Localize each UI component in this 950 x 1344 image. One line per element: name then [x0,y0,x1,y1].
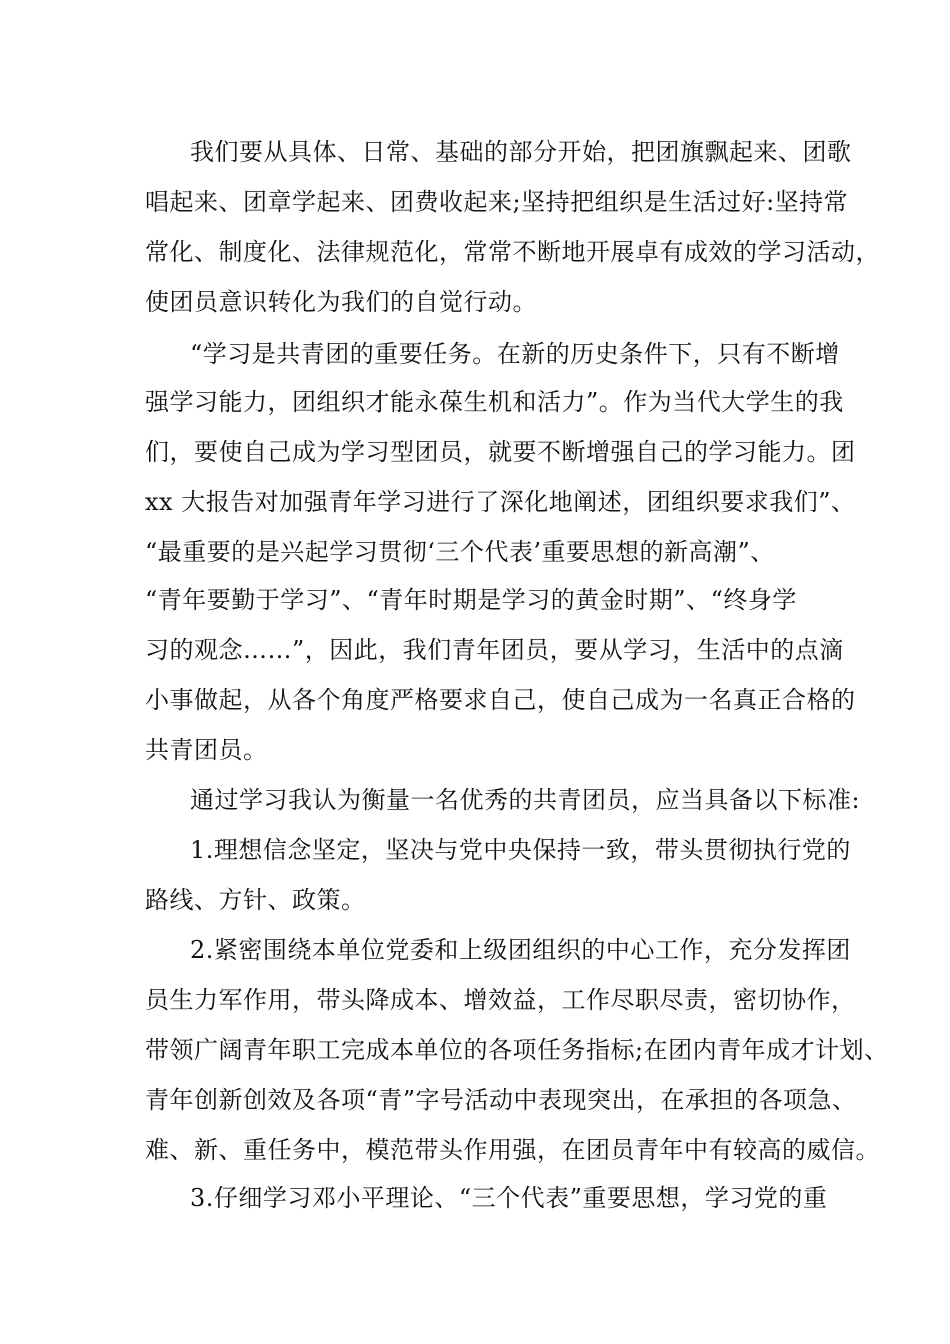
text-line: xx 大报告对加强青年学习进行了深化地阐述，团组织要求我们”、 [145,488,856,516]
text-line: 1.理想信念坚定，坚决与党中央保持一致，带头贯彻执行党的 [190,836,851,864]
text-line: 青年创新创效及各项“青”字号活动中表现突出，在承担的各项急、 [145,1086,857,1114]
text-line: 员生力军作用，带头降成本、增效益，工作尽职尽责，密切协作， [145,986,856,1014]
text-line: 难、新、重任务中，模范带头作用强，在团员青年中有较高的威信。 [145,1136,880,1164]
text-line: 使团员意识转化为我们的自觉行动。 [145,288,537,316]
text-line: 常化、制度化、法律规范化，常常不断地开展卓有成效的学习活动， [145,238,880,266]
text-line: “最重要的是兴起学习贯彻‘三个代表’重要思想的新高潮”、 [145,538,775,566]
text-line: “学习是共青团的重要任务。在新的历史条件下，只有不断增 [190,340,840,368]
text-line: 通过学习我认为衡量一名优秀的共青团员，应当具备以下标准: [190,786,861,814]
text-line: 路线、方针、政策。 [145,886,366,914]
text-line: 习的观念……”，因此，我们青年团员，要从学习，生活中的点滴 [145,636,844,664]
text-line: 们，要使自己成为学习型团员，就要不断增强自己的学习能力。团 [145,438,856,466]
text-line: 我们要从具体、日常、基础的部分开始，把团旗飘起来、团歌 [190,138,852,166]
text-line: 2.紧密围绕本单位党委和上级团组织的中心工作，充分发挥团 [190,936,851,964]
text-line: 唱起来、团章学起来、团费收起来;坚持把组织是生活过好:坚持常 [145,188,849,216]
text-line: 3.仔细学习邓小平理论、“三个代表”重要思想，学习党的重 [190,1184,828,1212]
text-line: 小事做起，从各个角度严格要求自己，使自己成为一名真正合格的 [145,686,856,714]
text-line: 强学习能力，团组织才能永葆生机和活力”。作为当代大学生的我 [145,388,844,416]
text-line: 共青团员。 [145,736,268,764]
text-line: 带领广阔青年职工完成本单位的各项任务指标;在团内青年成才计划、 [145,1036,889,1064]
text-line: “青年要勤于学习”、“青年时期是学习的黄金时期”、“终身学 [145,586,797,614]
